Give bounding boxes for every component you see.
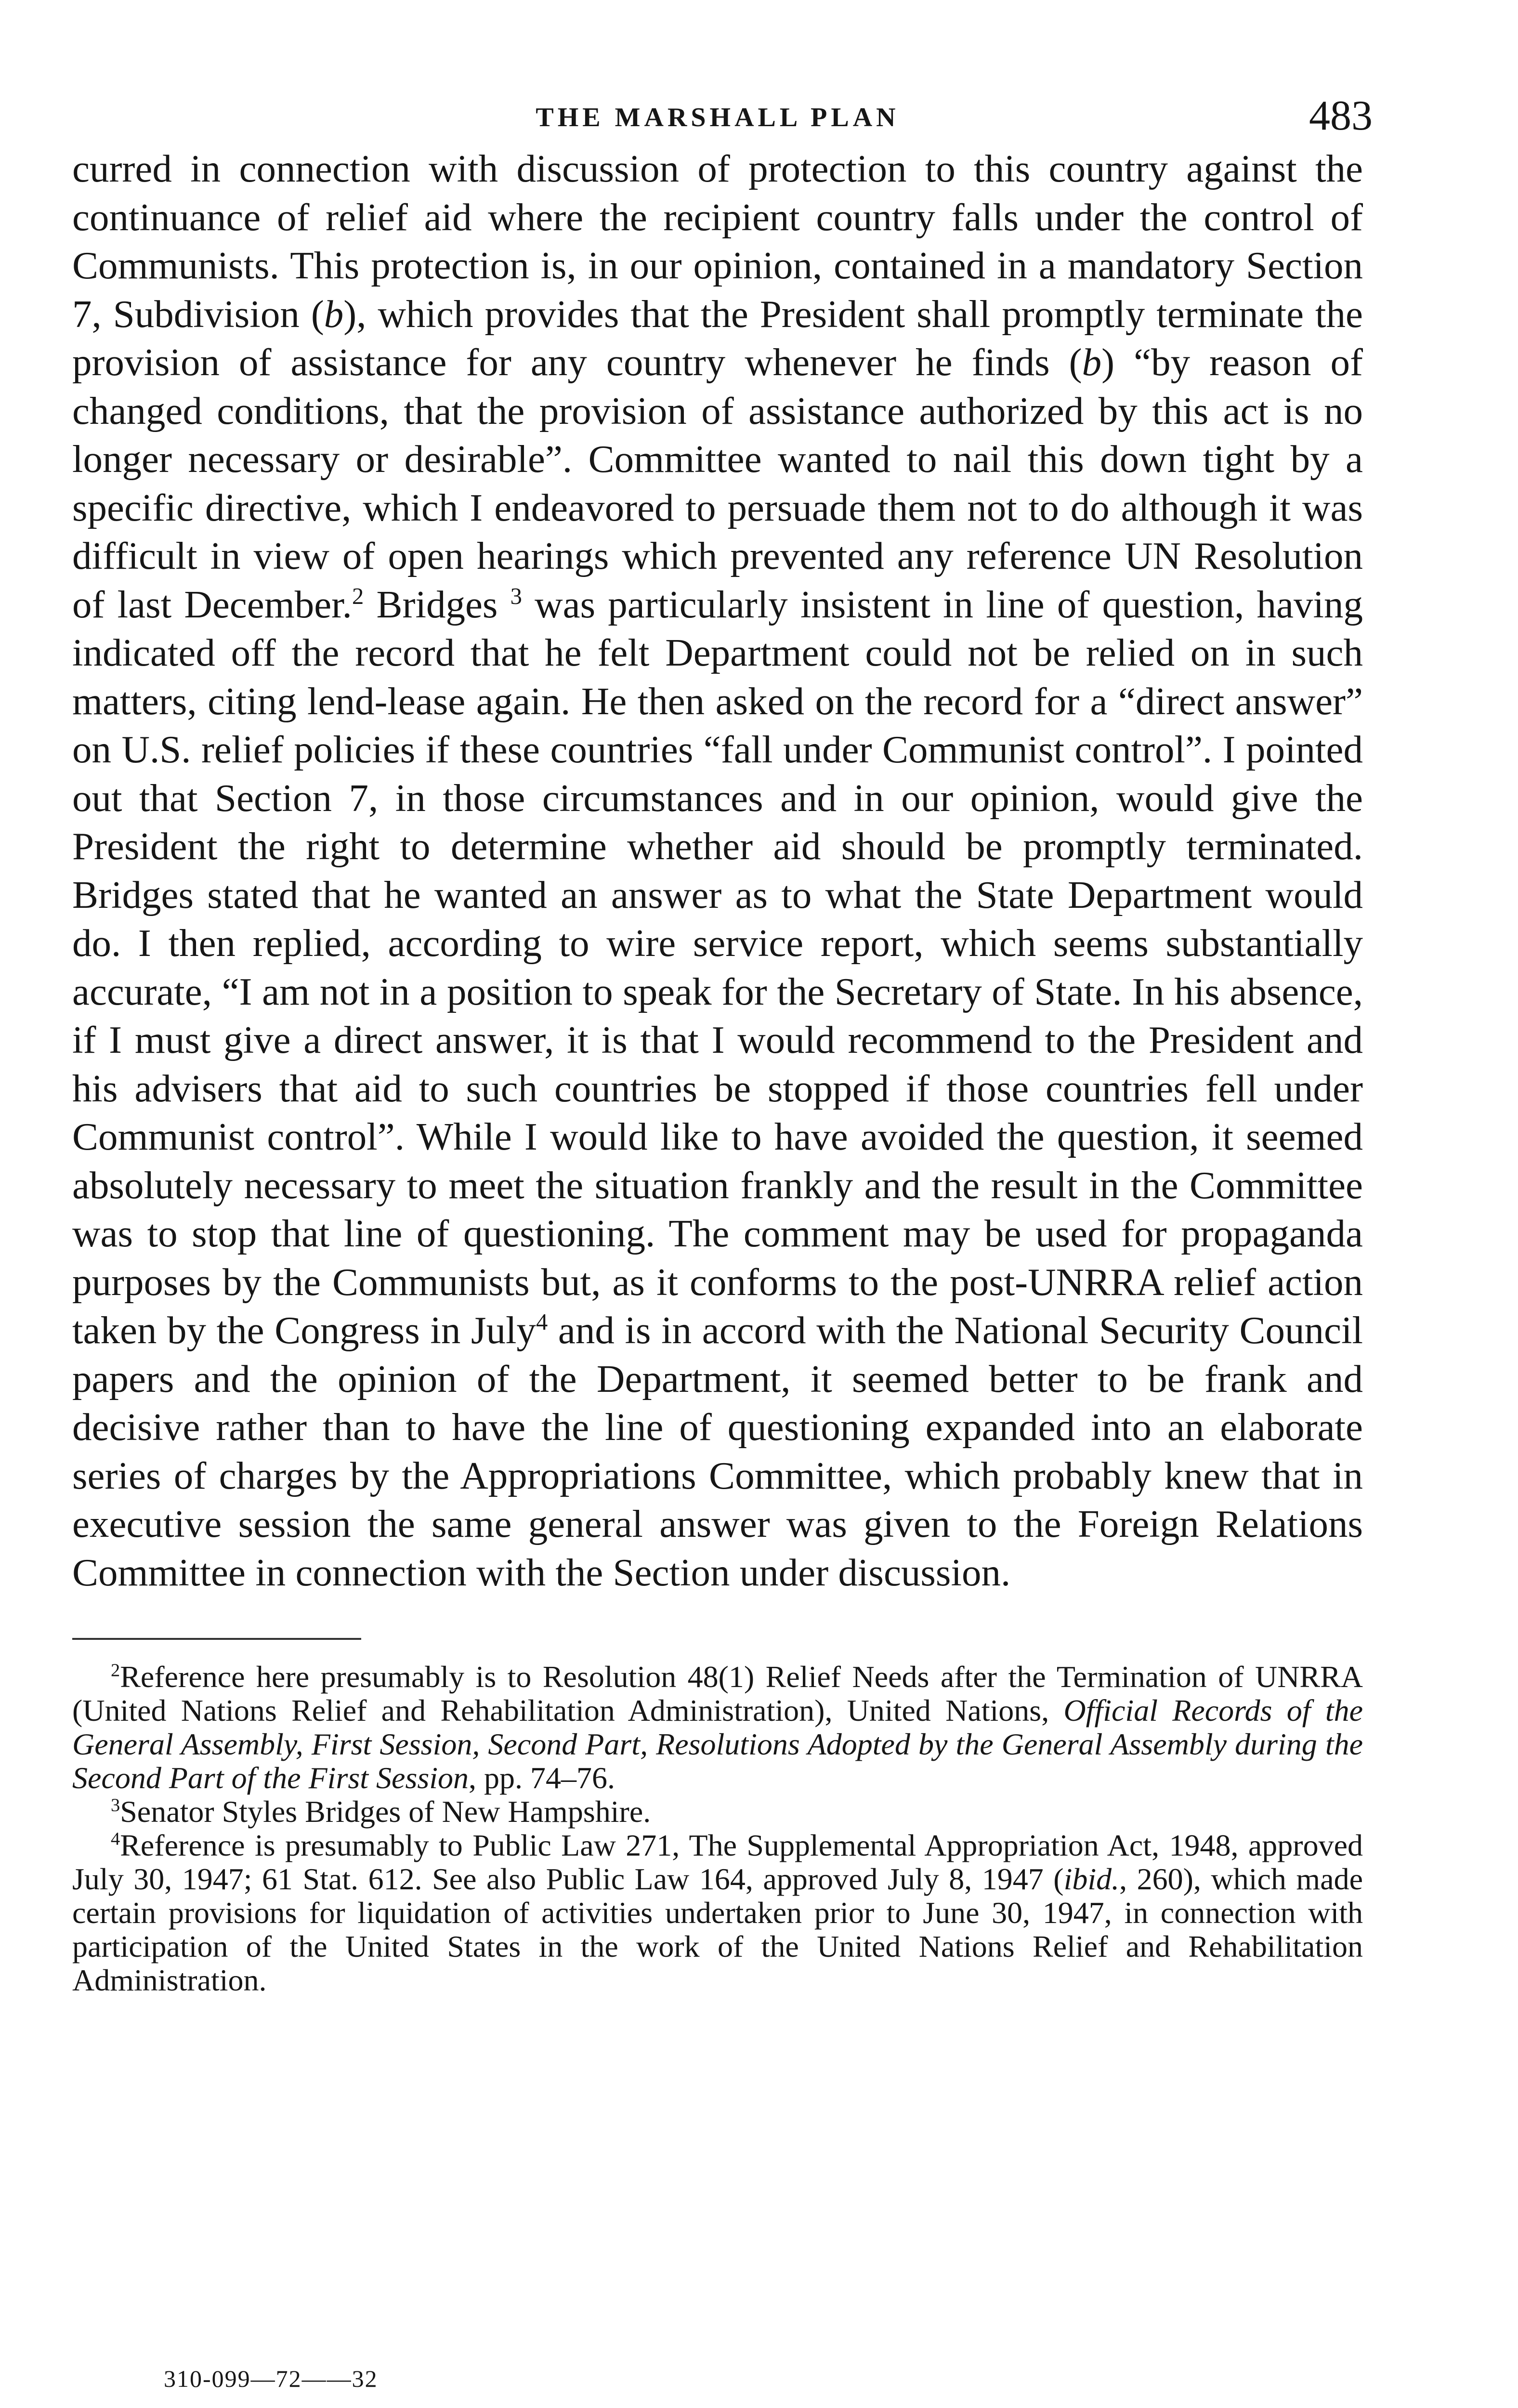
body-text-segment: ), which provides that the President shall promptly terminate the provision of assistance for any country whenever he finds (: [72, 292, 1363, 384]
footnote-marker: 2: [111, 1660, 120, 1681]
footnote-4: [72, 1829, 1363, 1997]
footnotes: [72, 1660, 1363, 1997]
footnote-divider: [72, 1638, 361, 1640]
footnote-text: Reference here presumably is to Resolution 48(1) Relief Needs after the Termination of UNRRA (United Nations Relief and Rehabilitation Administration), United Nations,: [72, 1660, 1363, 1727]
footnote-text: Senator Styles Bridges of New Hampshire.: [120, 1794, 651, 1829]
footnote-ref-4: 4: [536, 1309, 548, 1335]
document-page: [72, 72, 1373, 2408]
footnote-text: , 260), which made certain provisions for liquidation of activities undertaken prior to June 30, 1947, in connection with participation of the United States in the work of the United Nations Relief and Rehabilitation Administration.: [72, 1862, 1363, 1997]
page-number: 483: [1309, 92, 1373, 139]
printing-code: 310-099—72——32: [164, 2365, 378, 2392]
body-text-segment: and is in accord with the National Security Council papers and the opinion of the Department, it seemed better to be frank and decisive rather than to have the line of questioning expanded into an elaborate series of charges by the Appropriations Committee, which probably knew that in executive session the same general answer was given to the Foreign Relations Committee in connection with the Section under discussion.: [72, 1309, 1363, 1594]
body-text-segment: curred in connection with discussion of protection to this country against the continuance of relief aid where the recipient country falls under the control of Communists. This protection is, in our opinion, contained in a mandatory Section 7, Subdivision (: [72, 147, 1363, 336]
body-italic-letter: b: [1082, 340, 1102, 384]
footnote-2: [72, 1660, 1363, 1795]
body-paragraph: [72, 144, 1363, 1597]
body-text-segment: was particularly insistent in line of question, having indicated off the record that he felt Department could not be relied on in such matters, citing lend-lease again. He then asked on the record for a “direct answer” on U.S. relief policies if these countries “fall under Communist control”. I pointed out that Section 7, in those circumstances and in our opinion, would give the President the right to determine whether aid should be promptly terminated. Bridges stated that he wanted an answer as to what the State Department would do. I then replied, according to wire service report, which seems substantially accurate, “I am not in a position to speak for the Secretary of State. In his absence, if I must give a direct answer, it is that I would recommend to the President and his advisers that aid to such countries be stopped if those countries fell under Communist control”. While I would like to have avoided the question, it seemed absolutely necessary to meet the situation frankly and the result in the Committee was to stop that line of questioning. The comment may be used for propaganda purposes by the Communists but, as it conforms to the post-UNRRA relief action taken by the Congress in July: [72, 582, 1363, 1352]
footnote-marker: 3: [111, 1795, 120, 1816]
footnote-3: [72, 1795, 1363, 1829]
body-italic-letter: b: [324, 292, 344, 336]
footnote-italic-text: Official Records of the General Assembly, First Session, Second Part, Resolutions Adopted by the General Assembly during the Second Part of the First Session: [72, 1693, 1363, 1795]
running-header: [72, 72, 1373, 144]
footnote-text: Reference is presumably to Public Law 271, The Supplemental Appropriation Act, 1948, approved July 30, 1947; 61 Stat. 612. See also Public Law 164, approved July 8, 1947 (: [72, 1828, 1363, 1896]
footnote-ref-3: 3: [510, 583, 522, 609]
footnote-italic-text: ibid.: [1063, 1862, 1120, 1896]
body-text-segment: ) “by reason of changed conditions, that the provision of assistance authorized by this act is no longer necessary or desirable”. Committee wanted to nail this down tight by a specific directive, which I endeavored to persuade them not to do although it was difficult in view of open hearings which prevented any reference UN Resolution of last December.: [72, 340, 1363, 626]
body-text-segment: Bridges: [364, 582, 510, 626]
footnote-marker: 4: [111, 1829, 120, 1849]
footnote-ref-2: 2: [352, 583, 364, 609]
running-title: THE MARSHALL PLAN: [536, 103, 900, 132]
footnote-text: , pp. 74–76.: [469, 1761, 615, 1795]
